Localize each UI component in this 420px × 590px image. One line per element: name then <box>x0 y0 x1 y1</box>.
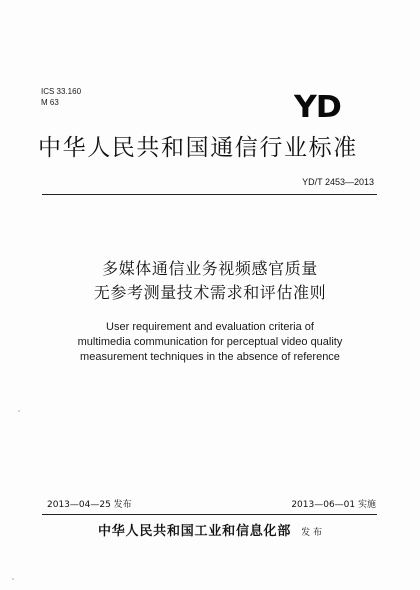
publisher-suffix: 发 布 <box>301 528 323 538</box>
publisher-line <box>0 520 420 542</box>
footer-divider <box>42 514 377 515</box>
yd-logo: YD <box>294 90 341 125</box>
chinese-title-line-2: 无参考测量技术需求和评估准则 <box>93 283 327 302</box>
implementation-date: 2013—06—01 实施 <box>291 500 376 510</box>
header-divider <box>42 194 377 195</box>
english-title-line-3: measurement techniques in the absence of reference <box>80 351 340 363</box>
issued-date: 2013—04—25 发布 <box>47 500 132 510</box>
ics-code: ICS 33.160 <box>41 87 82 96</box>
scan-speck <box>18 410 20 412</box>
publisher-name: 中华人民共和国工业和信息化部 <box>97 524 292 539</box>
english-title-line-1: User requirement and evaluation criteria of <box>106 321 314 333</box>
standard-number: YD/T 2453—2013 <box>302 177 374 187</box>
scan-speck <box>12 578 14 580</box>
ccs-code: M 63 <box>41 98 59 107</box>
chinese-title-line-1: 多媒体通信业务视频感官质量 <box>102 259 318 278</box>
standard-category-title: 中华人民共和国通信行业标准 <box>38 135 358 161</box>
english-title-line-2: multimedia communication for perceptual video quality <box>77 336 343 348</box>
